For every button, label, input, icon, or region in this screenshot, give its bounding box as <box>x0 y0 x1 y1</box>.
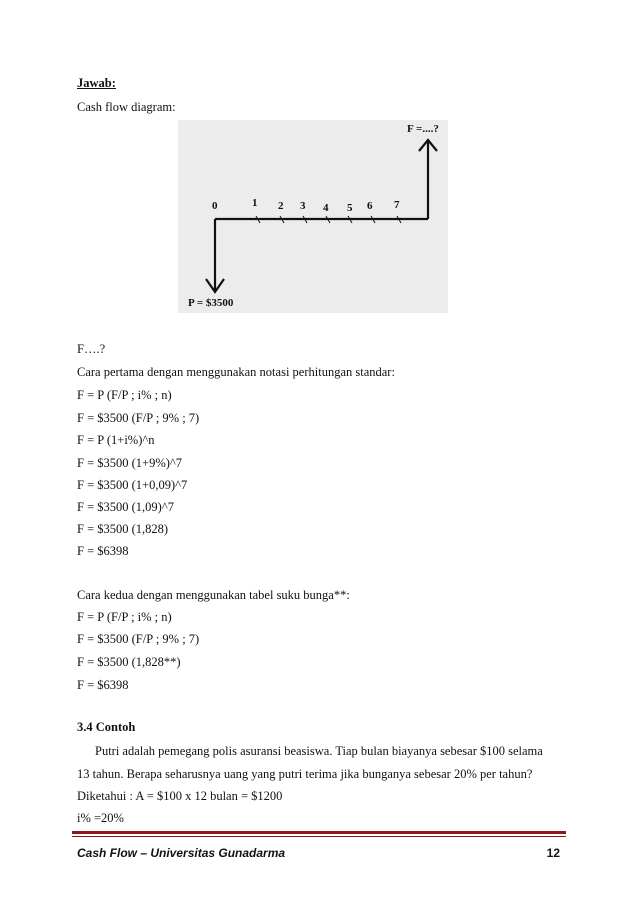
paragraph-line: Putri adalah pemegang polis asuransi beasiswa. Tiap bulan biayanya sebesar $100 selama <box>95 744 543 758</box>
formula-line: F = $3500 (1,828**) <box>77 655 181 669</box>
period-label-0: 0 <box>212 200 218 212</box>
formula-line: F = P (F/P ; i% ; n) <box>77 610 172 624</box>
cash-flow-diagram-svg <box>178 120 448 313</box>
text-line: F….? <box>77 342 106 356</box>
footer-title: Cash Flow – Universitas Gunadarma <box>77 846 286 860</box>
formula-line: F = $3500 (F/P ; 9% ; 7) <box>77 632 200 646</box>
formula-line: F = $3500 (1+0,09)^7 <box>77 478 188 492</box>
known-values-line: Diketahui : A = $100 x 12 bulan = $1200 <box>77 789 283 803</box>
footer-rule-thin <box>72 836 566 837</box>
rate-line: i% =20% <box>77 811 124 825</box>
formula-line: F = $6398 <box>77 678 129 692</box>
cash-flow-diagram <box>178 120 448 313</box>
period-label-7: 7 <box>394 199 400 211</box>
period-label-3: 3 <box>300 200 306 212</box>
period-label-4: 4 <box>323 202 329 214</box>
formula-line: F = P (F/P ; i% ; n) <box>77 388 172 402</box>
period-label-2: 2 <box>278 200 284 212</box>
footer-rule-thick <box>72 831 566 834</box>
cash-flow-label: Cash flow diagram: <box>77 100 176 114</box>
text-line: Cara kedua dengan menggunakan tabel suku bunga**: <box>77 588 350 602</box>
period-label-5: 5 <box>347 202 353 214</box>
page-number: 12 <box>546 846 560 860</box>
paragraph-line: 13 tahun. Berapa seharusnya uang yang putri terima jika bunganya sebesar 20% per tahun? <box>77 767 533 781</box>
formula-line: F = $3500 (F/P ; 9% ; 7) <box>77 411 200 425</box>
present-value-label: P = $3500 <box>188 297 234 309</box>
formula-line: F = P (1+i%)^n <box>77 433 155 447</box>
formula-line: F = $6398 <box>77 544 129 558</box>
section-title: 3.4 Contoh <box>77 720 136 734</box>
text-line: Cara pertama dengan menggunakan notasi perhitungan standar: <box>77 365 395 379</box>
formula-line: F = $3500 (1,09)^7 <box>77 500 174 514</box>
formula-line: F = $3500 (1+9%)^7 <box>77 456 183 470</box>
formula-line: F = $3500 (1,828) <box>77 522 169 536</box>
future-value-label: F =....? <box>407 123 439 135</box>
period-label-1: 1 <box>252 197 258 209</box>
period-label-6: 6 <box>367 200 373 212</box>
answer-heading: Jawab: <box>77 76 116 90</box>
